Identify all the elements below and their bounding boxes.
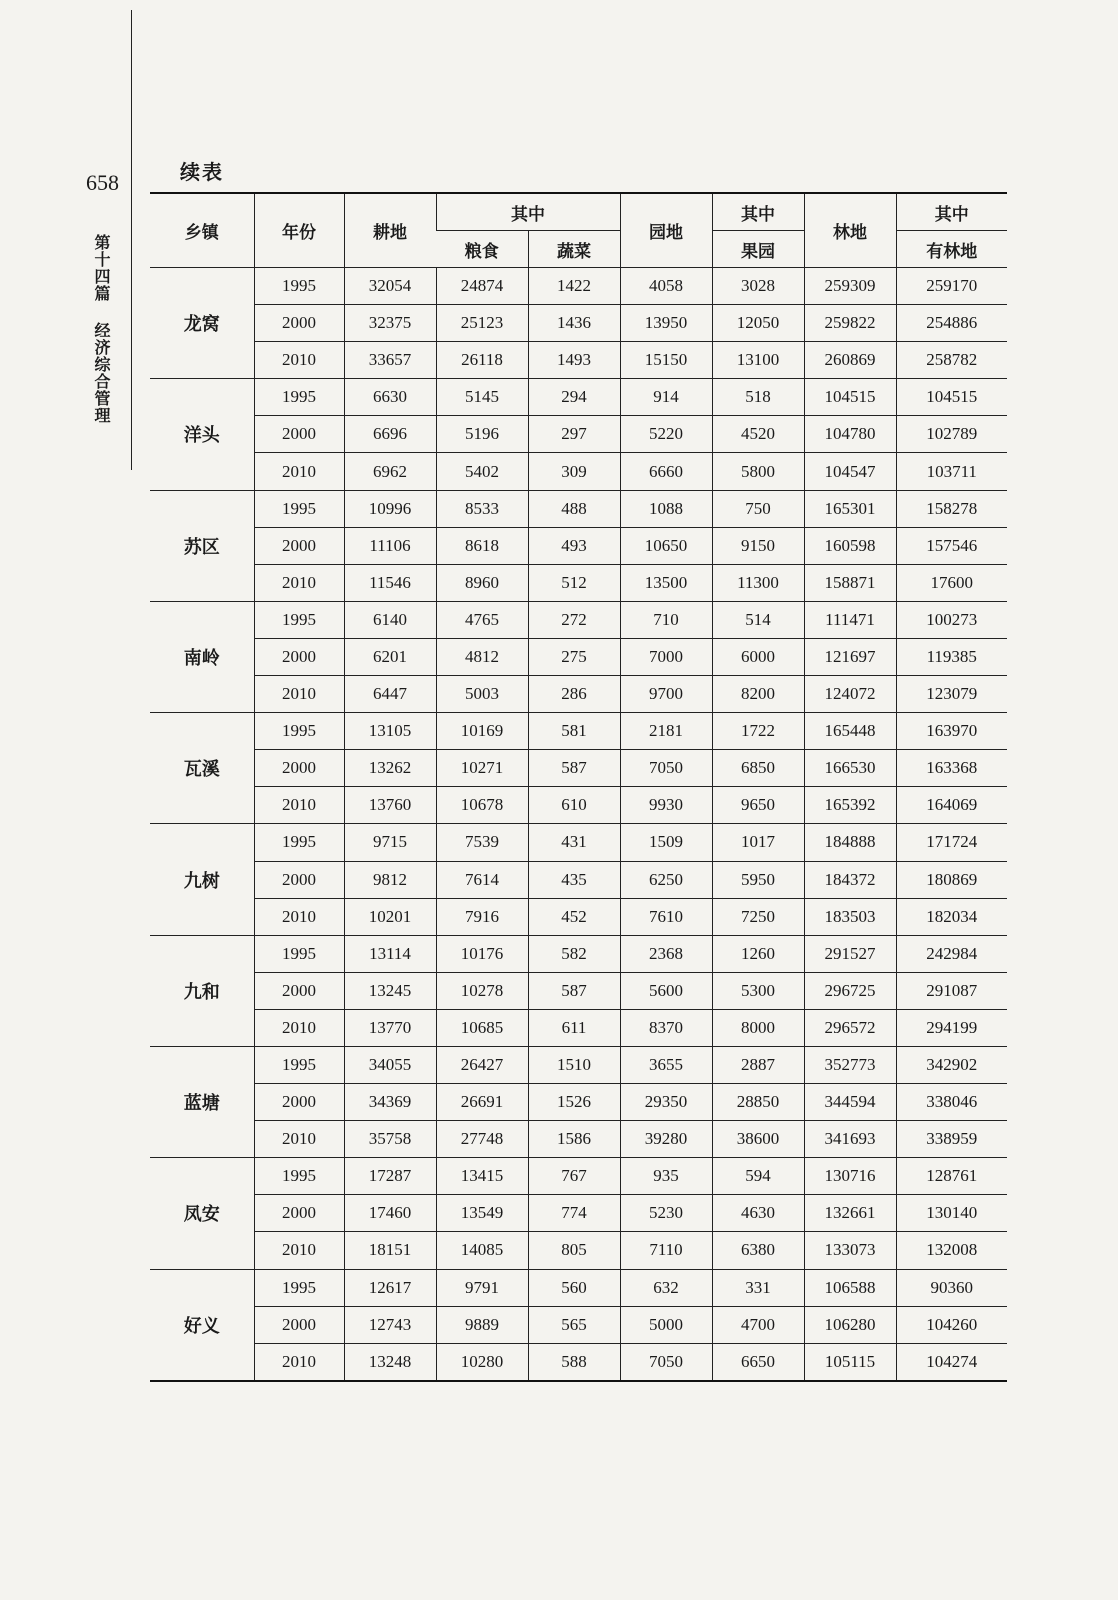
value-cell: 13549 — [436, 1195, 528, 1232]
value-cell: 588 — [528, 1343, 620, 1381]
value-cell: 9812 — [344, 861, 436, 898]
value-cell: 5800 — [712, 453, 804, 490]
table-row — [150, 527, 1007, 564]
value-cell: 5003 — [436, 676, 528, 713]
table-row — [150, 935, 1007, 972]
value-cell: 294199 — [896, 1009, 1007, 1046]
year-cell: 2010 — [254, 564, 344, 601]
value-cell: 26691 — [436, 1084, 528, 1121]
value-cell: 13105 — [344, 713, 436, 750]
value-cell: 39280 — [620, 1121, 712, 1158]
value-cell: 10201 — [344, 898, 436, 935]
town-name-cell: 九和 — [150, 935, 254, 1046]
value-cell: 352773 — [804, 1046, 896, 1083]
value-cell: 488 — [528, 490, 620, 527]
value-cell: 6201 — [344, 638, 436, 675]
value-cell: 935 — [620, 1158, 712, 1195]
value-cell: 10278 — [436, 972, 528, 1009]
value-cell: 581 — [528, 713, 620, 750]
year-cell: 2000 — [254, 1195, 344, 1232]
value-cell: 6380 — [712, 1232, 804, 1269]
value-cell: 13415 — [436, 1158, 528, 1195]
table-row — [150, 972, 1007, 1009]
table-caption: 续表 — [180, 160, 224, 184]
value-cell: 106588 — [804, 1269, 896, 1306]
table-row — [150, 1195, 1007, 1232]
year-cell: 1995 — [254, 268, 344, 305]
value-cell: 163368 — [896, 750, 1007, 787]
value-cell: 5600 — [620, 972, 712, 1009]
year-cell: 2010 — [254, 1343, 344, 1381]
value-cell: 291527 — [804, 935, 896, 972]
value-cell: 124072 — [804, 676, 896, 713]
value-cell: 8960 — [436, 564, 528, 601]
value-cell: 11106 — [344, 527, 436, 564]
table-row — [150, 268, 1007, 305]
value-cell: 5196 — [436, 416, 528, 453]
value-cell: 10678 — [436, 787, 528, 824]
value-cell: 296725 — [804, 972, 896, 1009]
year-cell: 2000 — [254, 1306, 344, 1343]
year-cell: 1995 — [254, 490, 344, 527]
town-name-cell: 洋头 — [150, 379, 254, 490]
year-cell: 2000 — [254, 1084, 344, 1121]
year-cell: 2010 — [254, 1232, 344, 1269]
table-row — [150, 305, 1007, 342]
value-cell: 7000 — [620, 638, 712, 675]
value-cell: 184372 — [804, 861, 896, 898]
value-cell: 123079 — [896, 676, 1007, 713]
value-cell: 9700 — [620, 676, 712, 713]
value-cell: 18151 — [344, 1232, 436, 1269]
value-cell: 14085 — [436, 1232, 528, 1269]
value-cell: 7050 — [620, 750, 712, 787]
table-row — [150, 676, 1007, 713]
year-cell: 1995 — [254, 824, 344, 861]
value-cell: 104780 — [804, 416, 896, 453]
header-vegetable: 蔬菜 — [528, 231, 620, 268]
value-cell: 309 — [528, 453, 620, 490]
value-cell: 157546 — [896, 527, 1007, 564]
value-cell: 242984 — [896, 935, 1007, 972]
value-cell: 13760 — [344, 787, 436, 824]
value-cell: 1510 — [528, 1046, 620, 1083]
value-cell: 15150 — [620, 342, 712, 379]
value-cell: 28850 — [712, 1084, 804, 1121]
value-cell: 1260 — [712, 935, 804, 972]
town-name-cell: 龙窝 — [150, 268, 254, 379]
value-cell: 1422 — [528, 268, 620, 305]
value-cell: 17600 — [896, 564, 1007, 601]
town-name-cell: 凤安 — [150, 1158, 254, 1269]
value-cell: 12050 — [712, 305, 804, 342]
table-row — [150, 1009, 1007, 1046]
value-cell: 104547 — [804, 453, 896, 490]
value-cell: 26118 — [436, 342, 528, 379]
value-cell: 338959 — [896, 1121, 1007, 1158]
value-cell: 182034 — [896, 898, 1007, 935]
value-cell: 286 — [528, 676, 620, 713]
value-cell: 7539 — [436, 824, 528, 861]
value-cell: 104260 — [896, 1306, 1007, 1343]
town-name-cell: 蓝塘 — [150, 1046, 254, 1157]
value-cell: 294 — [528, 379, 620, 416]
value-cell: 4765 — [436, 601, 528, 638]
value-cell: 8618 — [436, 527, 528, 564]
header-forest-land: 林地 — [804, 193, 896, 268]
year-cell: 2000 — [254, 527, 344, 564]
value-cell: 130716 — [804, 1158, 896, 1195]
town-name-cell: 九树 — [150, 824, 254, 935]
value-cell: 165301 — [804, 490, 896, 527]
table-row — [150, 1306, 1007, 1343]
value-cell: 7916 — [436, 898, 528, 935]
value-cell: 5145 — [436, 379, 528, 416]
value-cell: 514 — [712, 601, 804, 638]
value-cell: 1586 — [528, 1121, 620, 1158]
header-garden-land: 园地 — [620, 193, 712, 268]
value-cell: 9930 — [620, 787, 712, 824]
year-cell: 2000 — [254, 750, 344, 787]
year-cell: 1995 — [254, 379, 344, 416]
year-cell: 1995 — [254, 935, 344, 972]
table-row — [150, 787, 1007, 824]
value-cell: 100273 — [896, 601, 1007, 638]
value-cell: 17287 — [344, 1158, 436, 1195]
table-row — [150, 824, 1007, 861]
value-cell: 132661 — [804, 1195, 896, 1232]
header-town: 乡镇 — [150, 193, 254, 268]
value-cell: 750 — [712, 490, 804, 527]
table-row — [150, 342, 1007, 379]
table-body — [150, 268, 1007, 1381]
value-cell: 5950 — [712, 861, 804, 898]
value-cell: 163970 — [896, 713, 1007, 750]
value-cell: 7110 — [620, 1232, 712, 1269]
town-name-cell: 好义 — [150, 1269, 254, 1381]
value-cell: 90360 — [896, 1269, 1007, 1306]
year-cell: 1995 — [254, 1269, 344, 1306]
year-cell: 2010 — [254, 1009, 344, 1046]
value-cell: 171724 — [896, 824, 1007, 861]
value-cell: 6650 — [712, 1343, 804, 1381]
table-row — [150, 898, 1007, 935]
year-cell: 2000 — [254, 638, 344, 675]
value-cell: 4630 — [712, 1195, 804, 1232]
year-cell: 1995 — [254, 601, 344, 638]
value-cell: 1509 — [620, 824, 712, 861]
side-rule — [131, 10, 132, 470]
town-name-cell: 苏区 — [150, 490, 254, 601]
header-year: 年份 — [254, 193, 344, 268]
value-cell: 32375 — [344, 305, 436, 342]
value-cell: 259170 — [896, 268, 1007, 305]
year-cell: 2010 — [254, 676, 344, 713]
value-cell: 610 — [528, 787, 620, 824]
year-cell: 2000 — [254, 861, 344, 898]
value-cell: 2368 — [620, 935, 712, 972]
value-cell: 106280 — [804, 1306, 896, 1343]
year-cell: 2000 — [254, 416, 344, 453]
table-row — [150, 1046, 1007, 1083]
value-cell: 10650 — [620, 527, 712, 564]
header-of-which-forest: 其中 — [896, 193, 1007, 231]
table-row — [150, 1269, 1007, 1306]
value-cell: 132008 — [896, 1232, 1007, 1269]
value-cell: 6000 — [712, 638, 804, 675]
value-cell: 13100 — [712, 342, 804, 379]
value-cell: 582 — [528, 935, 620, 972]
value-cell: 17460 — [344, 1195, 436, 1232]
value-cell: 104274 — [896, 1343, 1007, 1381]
value-cell: 180869 — [896, 861, 1007, 898]
table-container — [150, 192, 1007, 1382]
header-grain: 粮食 — [436, 231, 528, 268]
value-cell: 6850 — [712, 750, 804, 787]
value-cell: 11300 — [712, 564, 804, 601]
header-of-which-arable: 其中 — [436, 193, 620, 231]
value-cell: 2887 — [712, 1046, 804, 1083]
value-cell: 13245 — [344, 972, 436, 1009]
value-cell: 512 — [528, 564, 620, 601]
value-cell: 6140 — [344, 601, 436, 638]
value-cell: 452 — [528, 898, 620, 935]
value-cell: 4700 — [712, 1306, 804, 1343]
value-cell: 111471 — [804, 601, 896, 638]
value-cell: 6660 — [620, 453, 712, 490]
value-cell: 344594 — [804, 1084, 896, 1121]
value-cell: 11546 — [344, 564, 436, 601]
value-cell: 8370 — [620, 1009, 712, 1046]
year-cell: 2010 — [254, 342, 344, 379]
value-cell: 10996 — [344, 490, 436, 527]
value-cell: 914 — [620, 379, 712, 416]
value-cell: 133073 — [804, 1232, 896, 1269]
table-row — [150, 1084, 1007, 1121]
value-cell: 260869 — [804, 342, 896, 379]
value-cell: 342902 — [896, 1046, 1007, 1083]
value-cell: 259822 — [804, 305, 896, 342]
value-cell: 13500 — [620, 564, 712, 601]
table-row — [150, 1343, 1007, 1381]
value-cell: 10271 — [436, 750, 528, 787]
header-of-which-garden: 其中 — [712, 193, 804, 231]
value-cell: 805 — [528, 1232, 620, 1269]
value-cell: 10176 — [436, 935, 528, 972]
value-cell: 6250 — [620, 861, 712, 898]
value-cell: 13248 — [344, 1343, 436, 1381]
table-row — [150, 379, 1007, 416]
value-cell: 38600 — [712, 1121, 804, 1158]
value-cell: 767 — [528, 1158, 620, 1195]
value-cell: 587 — [528, 972, 620, 1009]
value-cell: 9150 — [712, 527, 804, 564]
value-cell: 160598 — [804, 527, 896, 564]
value-cell: 259309 — [804, 268, 896, 305]
value-cell: 4520 — [712, 416, 804, 453]
table-row — [150, 713, 1007, 750]
table-row — [150, 601, 1007, 638]
value-cell: 275 — [528, 638, 620, 675]
value-cell: 1017 — [712, 824, 804, 861]
value-cell: 105115 — [804, 1343, 896, 1381]
value-cell: 102789 — [896, 416, 1007, 453]
value-cell: 25123 — [436, 305, 528, 342]
value-cell: 165448 — [804, 713, 896, 750]
value-cell: 7050 — [620, 1343, 712, 1381]
value-cell: 587 — [528, 750, 620, 787]
year-cell: 1995 — [254, 1158, 344, 1195]
value-cell: 9791 — [436, 1269, 528, 1306]
page-number: 658 — [86, 170, 119, 195]
value-cell: 7614 — [436, 861, 528, 898]
table-row — [150, 750, 1007, 787]
value-cell: 7610 — [620, 898, 712, 935]
value-cell: 9715 — [344, 824, 436, 861]
value-cell: 331 — [712, 1269, 804, 1306]
value-cell: 291087 — [896, 972, 1007, 1009]
value-cell: 1722 — [712, 713, 804, 750]
table-row — [150, 453, 1007, 490]
year-cell: 2010 — [254, 1121, 344, 1158]
value-cell: 13950 — [620, 305, 712, 342]
value-cell: 6696 — [344, 416, 436, 453]
value-cell: 12617 — [344, 1269, 436, 1306]
value-cell: 632 — [620, 1269, 712, 1306]
header-orchard: 果园 — [712, 231, 804, 268]
value-cell: 34369 — [344, 1084, 436, 1121]
year-cell: 1995 — [254, 1046, 344, 1083]
year-cell: 2010 — [254, 787, 344, 824]
value-cell: 9889 — [436, 1306, 528, 1343]
year-cell: 2010 — [254, 453, 344, 490]
value-cell: 158871 — [804, 564, 896, 601]
value-cell: 121697 — [804, 638, 896, 675]
value-cell: 8000 — [712, 1009, 804, 1046]
value-cell: 10169 — [436, 713, 528, 750]
value-cell: 166530 — [804, 750, 896, 787]
value-cell: 338046 — [896, 1084, 1007, 1121]
value-cell: 341693 — [804, 1121, 896, 1158]
table-row — [150, 1232, 1007, 1269]
value-cell: 34055 — [344, 1046, 436, 1083]
year-cell: 1995 — [254, 713, 344, 750]
value-cell: 565 — [528, 1306, 620, 1343]
table-row — [150, 416, 1007, 453]
town-name-cell: 南岭 — [150, 601, 254, 712]
value-cell: 12743 — [344, 1306, 436, 1343]
value-cell: 13770 — [344, 1009, 436, 1046]
value-cell: 560 — [528, 1269, 620, 1306]
value-cell: 297 — [528, 416, 620, 453]
value-cell: 7250 — [712, 898, 804, 935]
value-cell: 4812 — [436, 638, 528, 675]
value-cell: 103711 — [896, 453, 1007, 490]
value-cell: 104515 — [896, 379, 1007, 416]
value-cell: 164069 — [896, 787, 1007, 824]
value-cell: 774 — [528, 1195, 620, 1232]
town-name-cell: 瓦溪 — [150, 713, 254, 824]
header-forested-land: 有林地 — [896, 231, 1007, 268]
value-cell: 1436 — [528, 305, 620, 342]
value-cell: 8200 — [712, 676, 804, 713]
value-cell: 435 — [528, 861, 620, 898]
value-cell: 27748 — [436, 1121, 528, 1158]
value-cell: 493 — [528, 527, 620, 564]
value-cell: 594 — [712, 1158, 804, 1195]
value-cell: 4058 — [620, 268, 712, 305]
value-cell: 128761 — [896, 1158, 1007, 1195]
value-cell: 1493 — [528, 342, 620, 379]
value-cell: 1088 — [620, 490, 712, 527]
table-row — [150, 1158, 1007, 1195]
year-cell: 2000 — [254, 305, 344, 342]
value-cell: 26427 — [436, 1046, 528, 1083]
value-cell: 6447 — [344, 676, 436, 713]
value-cell: 6630 — [344, 379, 436, 416]
value-cell: 104515 — [804, 379, 896, 416]
value-cell: 1526 — [528, 1084, 620, 1121]
value-cell: 29350 — [620, 1084, 712, 1121]
value-cell: 254886 — [896, 305, 1007, 342]
value-cell: 5230 — [620, 1195, 712, 1232]
value-cell: 130140 — [896, 1195, 1007, 1232]
section-side-title: 第十四篇 经济综合管理 — [92, 234, 111, 424]
value-cell: 8533 — [436, 490, 528, 527]
value-cell: 119385 — [896, 638, 1007, 675]
table-row — [150, 861, 1007, 898]
value-cell: 3028 — [712, 268, 804, 305]
land-use-table — [150, 192, 1007, 1382]
value-cell: 184888 — [804, 824, 896, 861]
table-row — [150, 1121, 1007, 1158]
value-cell: 431 — [528, 824, 620, 861]
table-row — [150, 638, 1007, 675]
value-cell: 296572 — [804, 1009, 896, 1046]
value-cell: 183503 — [804, 898, 896, 935]
table-row — [150, 564, 1007, 601]
value-cell: 5300 — [712, 972, 804, 1009]
value-cell: 165392 — [804, 787, 896, 824]
value-cell: 272 — [528, 601, 620, 638]
year-cell: 2000 — [254, 972, 344, 1009]
value-cell: 13114 — [344, 935, 436, 972]
header-arable-land: 耕地 — [344, 193, 436, 268]
value-cell: 5220 — [620, 416, 712, 453]
value-cell: 3655 — [620, 1046, 712, 1083]
value-cell: 32054 — [344, 268, 436, 305]
table-row — [150, 490, 1007, 527]
value-cell: 2181 — [620, 713, 712, 750]
value-cell: 5000 — [620, 1306, 712, 1343]
value-cell: 710 — [620, 601, 712, 638]
value-cell: 6962 — [344, 453, 436, 490]
value-cell: 35758 — [344, 1121, 436, 1158]
value-cell: 9650 — [712, 787, 804, 824]
value-cell: 33657 — [344, 342, 436, 379]
value-cell: 5402 — [436, 453, 528, 490]
value-cell: 258782 — [896, 342, 1007, 379]
value-cell: 13262 — [344, 750, 436, 787]
value-cell: 10685 — [436, 1009, 528, 1046]
year-cell: 2010 — [254, 898, 344, 935]
value-cell: 10280 — [436, 1343, 528, 1381]
value-cell: 518 — [712, 379, 804, 416]
value-cell: 611 — [528, 1009, 620, 1046]
value-cell: 24874 — [436, 268, 528, 305]
value-cell: 158278 — [896, 490, 1007, 527]
